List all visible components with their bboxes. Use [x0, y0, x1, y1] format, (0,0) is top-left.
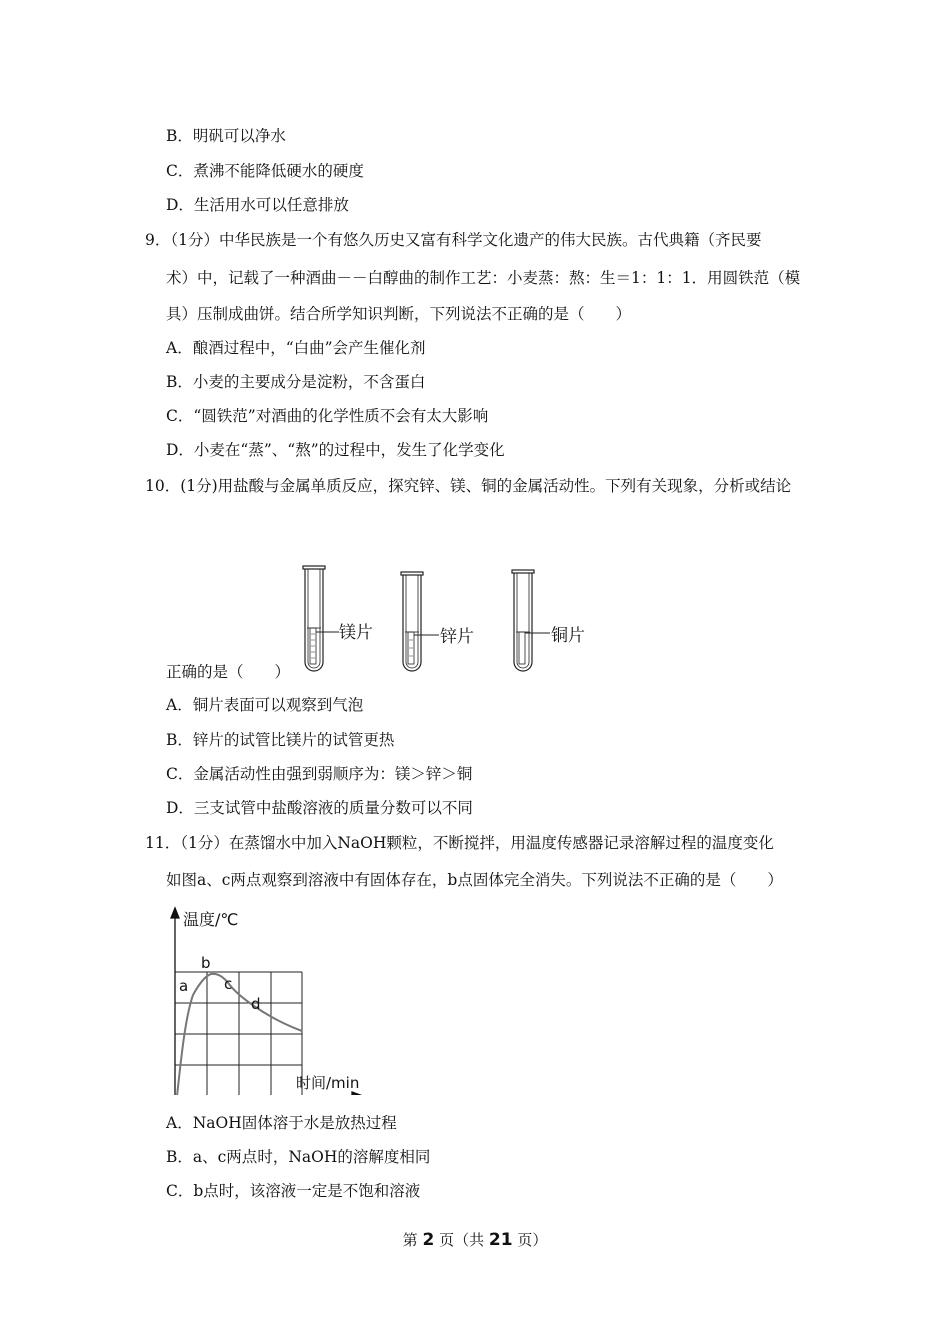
graph-ylabel: 温度/℃	[183, 910, 239, 929]
q11-option-c: C．b点时，该溶液一定是不饱和溶液	[166, 1182, 421, 1200]
q11-option-b: B．a、c两点时，NaOH的溶解度相同	[166, 1148, 431, 1166]
q9-option-a: A．酿酒过程中，“白曲”会产生催化剂	[166, 339, 426, 357]
footer-total-pages: 21	[488, 1230, 513, 1250]
graph-xlabel: 时间/min	[296, 1074, 360, 1092]
page-footer	[0, 1229, 950, 1250]
label-copper: 铜片	[551, 626, 585, 646]
q11-stem-line-2: 如图a、c两点观察到溶液中有固体存在，b点固体完全消失。下列说法不正确的是（ ）	[166, 871, 783, 889]
q8-option-d: D．生活用水可以任意排放	[166, 196, 349, 214]
q10-option-a: A．铜片表面可以观察到气泡	[166, 696, 364, 714]
temperature-graph	[165, 900, 375, 1099]
graph-grid	[175, 972, 302, 1095]
footer-prefix: 第	[402, 1231, 418, 1249]
q10-option-d: D．三支试管中盐酸溶液的质量分数可以不同	[166, 799, 473, 817]
q9-option-c: C．“圆铁范”对酒曲的化学性质不会有太大影响	[166, 407, 489, 425]
q9-option-b: B．小麦的主要成分是淀粉，不含蛋白	[166, 373, 426, 391]
q10-option-b: B．锌片的试管比镁片的试管更热	[166, 731, 395, 749]
q10-stem-line-1: 10．(1分)用盐酸与金属单质反应，探究锌、镁、铜的金属活动性。下列有关现象，分析或结论	[145, 477, 792, 495]
test-tube-copper	[512, 570, 550, 671]
q9-stem-line-3: 具）压制成曲饼。结合所学知识判断，下列说法不正确的是（ ）	[166, 305, 632, 323]
test-tube-magnesium	[303, 566, 339, 671]
label-magnesium: 镁片	[339, 623, 373, 643]
footer-page-number: 2	[422, 1230, 435, 1250]
test-tube-zinc	[401, 572, 439, 671]
label-zinc: 锌片	[440, 627, 474, 647]
point-c-label: c	[224, 975, 233, 993]
footer-mid: 页（共	[439, 1231, 485, 1249]
q8-option-c: C．煮沸不能降低硬水的硬度	[166, 162, 364, 180]
q11-option-a: A．NaOH固体溶于水是放热过程	[166, 1114, 397, 1132]
point-d-label: d	[251, 995, 261, 1013]
q9-stem-line-1: 9．（1分）中华民族是一个有悠久历史又富有科学文化遗产的伟大民族。古代典籍（齐民要	[145, 231, 762, 249]
point-a-label: a	[179, 977, 189, 995]
footer-suffix: 页）	[517, 1231, 548, 1249]
q10-stem-line-2: 正确的是（ ）	[166, 663, 291, 681]
q9-option-d: D．小麦在“蒸”、“熬”的过程中，发生了化学变化	[166, 441, 505, 459]
q11-stem-line-1: 11．（1分）在蒸馏水中加入NaOH颗粒，不断搅拌，用温度传感器记录溶解过程的温度变化	[145, 834, 774, 852]
q8-option-b: B．明矾可以净水	[166, 127, 286, 145]
test-tube-figure	[295, 562, 595, 681]
q9-stem-line-2: 术）中，记载了一种酒曲－－白醇曲的制作工艺：小麦蒸：熬：生＝1：1：1．用圆铁范（模	[166, 269, 801, 287]
q10-option-c: C．金属活动性由强到弱顺序为：镁＞锌＞铜	[166, 765, 473, 783]
graph-axes	[171, 908, 363, 1095]
point-b-label: b	[201, 954, 211, 972]
